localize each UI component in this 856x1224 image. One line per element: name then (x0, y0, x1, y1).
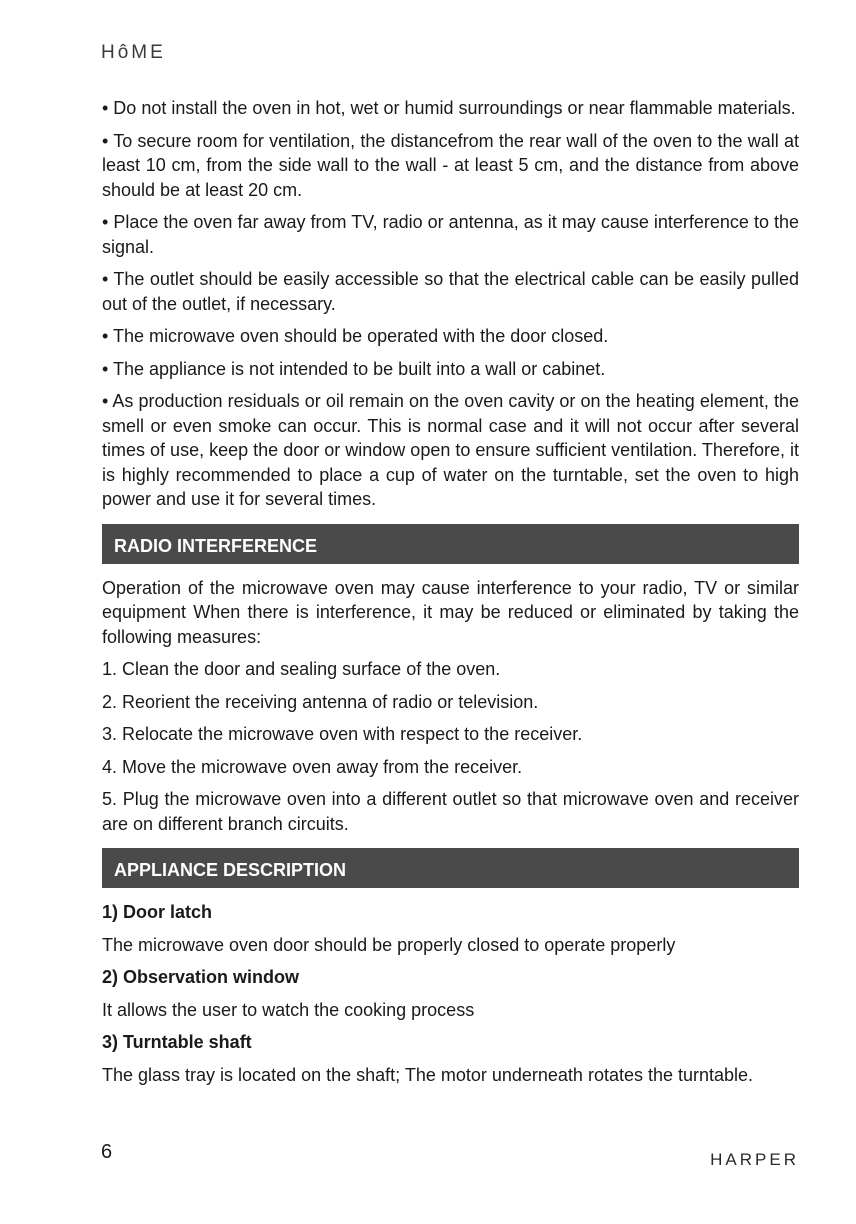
radio-step: 5. Plug the microwave oven into a different outlet so that microwave oven and receiver are on different branch circuits. (102, 789, 799, 834)
home-logo: HôME (101, 42, 166, 63)
appliance-item-title: 3) Turntable shaft (102, 1032, 252, 1052)
radio-step: 2. Reorient the receiving antenna of radio or television. (102, 691, 539, 712)
appliance-item-title: 1) Door latch (102, 902, 213, 922)
bullet-item: • To secure room for ventilation, the distancefrom the rear wall of the oven to the wall at least 10 cm, from the side wall to the wall - at least 5 cm, and the distance from above should be at least 20 cm. (102, 130, 799, 200)
appliance-item-text: The microwave oven door should be properly closed to operate properly (102, 934, 676, 955)
page-number: 6 (101, 1141, 113, 1163)
bullet-item: • The outlet should be easily accessible so that the electrical cable can be easily pulled out of the outlet, if necessary. (102, 269, 799, 314)
radio-intro: Operation of the microwave oven may cause interference to your radio, TV or similar equipment When there is interference, it may be reduced or eliminated by taking the following measures: (102, 577, 799, 647)
bullet-item: • As production residuals or oil remain on the oven cavity or on the heating element, the smell or even smoke can occur. This is normal case and it will not occur after several times of use, keep the door or window open to ensure sufficient ventilation. Therefore, it is highly recommended to place a cup of water on the turntable, set the oven to high power and use it for several times. (102, 391, 799, 509)
page-content (102, 96, 799, 1095)
bullet-item: • Do not install the oven in hot, wet or humid surroundings or near flammable materials. (102, 98, 796, 118)
section-heading-appliance-description: APPLIANCE DESCRIPTION (102, 848, 799, 888)
appliance-item-text: It allows the user to watch the cooking process (102, 999, 475, 1020)
bullet-item: • The microwave oven should be operated with the door closed. (102, 326, 609, 346)
appliance-item-title: 2) Observation window (102, 967, 300, 987)
bullet-item: • The appliance is not intended to be built into a wall or cabinet. (102, 358, 606, 379)
section-heading-radio-interference: RADIO INTERFERENCE (102, 524, 799, 564)
radio-step: 3. Relocate the microwave oven with respect to the receiver. (102, 724, 583, 744)
bullet-item: • Place the oven far away from TV, radio or antenna, as it may cause interference to the signal. (102, 212, 799, 257)
harper-logo: HARPER (710, 1150, 799, 1169)
radio-step: 1. Clean the door and sealing surface of the oven. (102, 659, 501, 679)
appliance-item-text: The glass tray is located on the shaft; The motor underneath rotates the turntable. (102, 1064, 754, 1085)
radio-step: 4. Move the microwave oven away from the receiver. (102, 756, 523, 777)
